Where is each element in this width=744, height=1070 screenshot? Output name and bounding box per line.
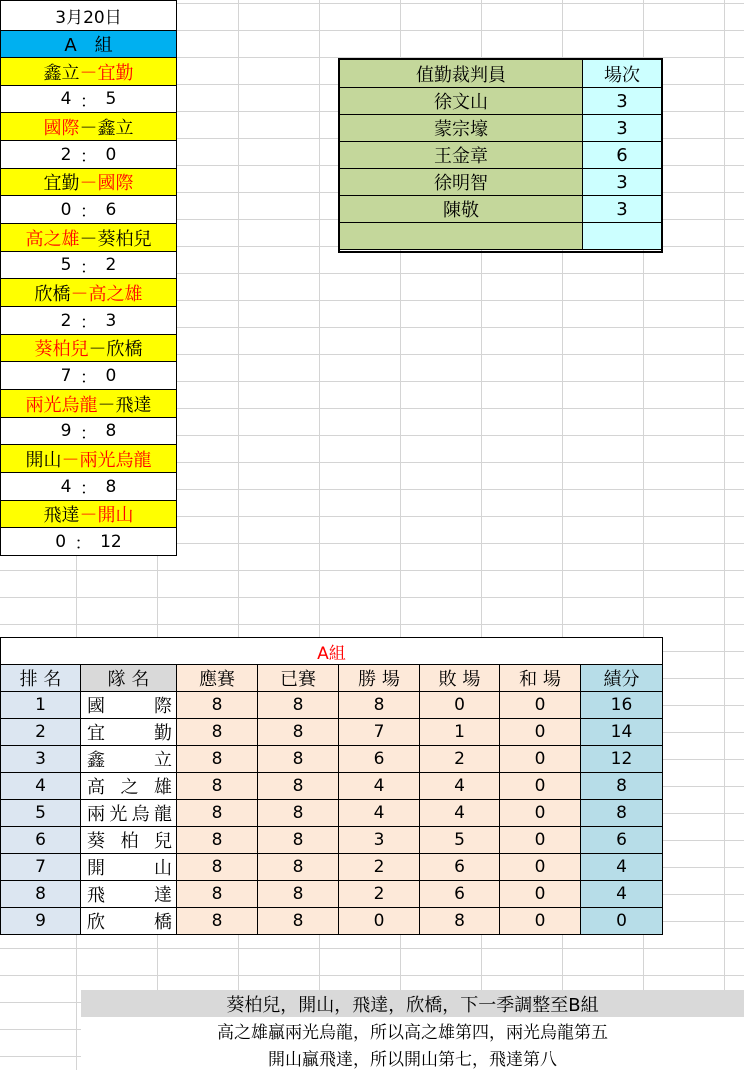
score-separator: ： <box>80 479 97 499</box>
team-name-char: 兩 <box>87 804 105 825</box>
score-left: 7 <box>60 365 72 386</box>
draw-cell[interactable]: 0 <box>500 719 581 746</box>
match-score-row[interactable] <box>0 418 177 445</box>
score-right: 8 <box>105 476 117 497</box>
score-left: 5 <box>60 255 72 275</box>
won-cell[interactable]: 0 <box>339 908 420 935</box>
match-team-left: 欣橋 <box>34 283 71 305</box>
won-cell[interactable]: 2 <box>339 881 420 908</box>
played-cell[interactable]: 8 <box>258 800 339 827</box>
draw-cell[interactable]: 0 <box>500 881 581 908</box>
team-name-char: 兒 <box>154 831 172 852</box>
match-teams-row[interactable] <box>0 335 177 362</box>
match-team-right: 飛達 <box>115 394 152 416</box>
score-right: 2 <box>105 255 117 275</box>
played-cell[interactable]: 8 <box>258 881 339 908</box>
match-team-left: 高之雄 <box>25 228 80 250</box>
match-score-row[interactable] <box>0 86 177 113</box>
match-dash: － <box>70 283 89 305</box>
team-name-char: 際 <box>154 696 172 717</box>
header-rank[interactable]: 排 名 <box>0 665 81 692</box>
score-separator: ： <box>80 91 97 112</box>
match-score-row[interactable] <box>0 252 177 279</box>
rank-cell[interactable]: 2 <box>0 719 81 746</box>
scheduled-cell[interactable]: 8 <box>177 854 258 881</box>
draw-cell[interactable]: 0 <box>500 854 581 881</box>
match-dash: － <box>61 449 80 471</box>
date-cell[interactable]: 3月20日 <box>0 0 177 31</box>
match-team-right: 高之雄 <box>88 283 143 305</box>
match-team-left: 鑫立 <box>43 62 80 84</box>
team-name-char: 柏 <box>120 831 139 852</box>
team-name-char: 山 <box>154 858 172 879</box>
note-line-2[interactable]: 高之雄贏兩光烏龍，所以高之雄第四，兩光烏龍第五 <box>81 1017 744 1044</box>
won-cell[interactable]: 8 <box>339 692 420 719</box>
header-draw[interactable]: 和 場 <box>500 665 581 692</box>
lost-cell[interactable]: 6 <box>420 854 500 881</box>
header-team[interactable]: 隊 名 <box>81 665 177 692</box>
match-teams-row[interactable] <box>0 58 177 86</box>
score-right: 6 <box>105 199 117 220</box>
match-teams-row[interactable] <box>0 390 177 418</box>
draw-cell[interactable]: 0 <box>500 908 581 935</box>
played-cell[interactable]: 8 <box>258 692 339 719</box>
match-team-left: 宜勤 <box>43 173 80 194</box>
lost-cell[interactable]: 4 <box>420 800 500 827</box>
header-won[interactable]: 勝 場 <box>339 665 420 692</box>
match-list <box>0 58 177 556</box>
rank-cell[interactable]: 7 <box>0 854 81 881</box>
match-teams-row[interactable] <box>0 224 177 252</box>
match-team-left: 飛達 <box>43 505 80 526</box>
referee-count-cell[interactable]: 3 <box>583 115 661 142</box>
team-name-char: 龍 <box>153 804 172 825</box>
won-cell[interactable]: 3 <box>339 827 420 854</box>
won-cell[interactable]: 6 <box>339 746 420 773</box>
played-cell[interactable]: 8 <box>258 773 339 800</box>
referee-header-name[interactable]: 值勤裁判員 <box>340 60 583 88</box>
score-left: 9 <box>60 421 72 441</box>
played-cell[interactable]: 8 <box>258 746 339 773</box>
score-separator: ： <box>80 202 97 222</box>
lost-cell[interactable]: 4 <box>420 773 500 800</box>
scheduled-cell[interactable]: 8 <box>177 908 258 935</box>
referee-count-cell[interactable]: 6 <box>583 142 661 169</box>
standings-title[interactable]: A組 <box>0 637 663 665</box>
rank-cell[interactable]: 1 <box>0 692 81 719</box>
score-separator: ： <box>80 313 97 333</box>
points-cell[interactable]: 14 <box>581 719 663 746</box>
note-line-1[interactable]: 葵柏兒，開山，飛達，欣橋，下一季調整至B組 <box>81 990 744 1017</box>
draw-cell[interactable]: 0 <box>500 827 581 854</box>
score-right: 5 <box>105 89 117 109</box>
played-cell[interactable]: 8 <box>258 827 339 854</box>
team-name-char: 達 <box>154 885 172 906</box>
scheduled-cell[interactable]: 8 <box>177 692 258 719</box>
score-left: 2 <box>60 144 72 165</box>
note-line-3[interactable]: 開山贏飛達，所以開山第七，飛達第八 <box>81 1044 744 1070</box>
team-name-char: 開 <box>87 858 105 879</box>
team-cell[interactable] <box>81 800 177 827</box>
scheduled-cell[interactable]: 8 <box>177 827 258 854</box>
team-name-char: 之 <box>120 777 139 798</box>
score-right: 0 <box>105 144 117 165</box>
team-name-char: 雄 <box>154 777 172 798</box>
rank-cell[interactable]: 8 <box>0 881 81 908</box>
match-teams-row[interactable] <box>0 279 177 307</box>
referee-count-cell[interactable]: 3 <box>583 196 661 223</box>
match-team-left: 葵柏兒 <box>34 339 89 360</box>
match-team-right: 欣橋 <box>106 339 143 360</box>
match-score-row[interactable] <box>0 528 177 556</box>
team-cell[interactable] <box>81 719 177 746</box>
scheduled-cell[interactable]: 8 <box>177 746 258 773</box>
match-team-left: 兩光烏龍 <box>25 394 98 416</box>
match-dash: － <box>79 117 98 139</box>
lost-cell[interactable]: 2 <box>420 746 500 773</box>
scheduled-cell[interactable]: 8 <box>177 881 258 908</box>
won-cell[interactable]: 4 <box>339 800 420 827</box>
match-score-row[interactable] <box>0 362 177 390</box>
draw-cell[interactable]: 0 <box>500 692 581 719</box>
referee-count-cell[interactable] <box>583 223 661 250</box>
score-separator: ： <box>80 368 97 388</box>
match-score-row[interactable] <box>0 141 177 169</box>
team-name-char: 勤 <box>154 723 172 744</box>
referee-name-cell[interactable]: 王金章 <box>340 142 583 169</box>
match-team-right: 葵柏兒 <box>97 228 152 250</box>
team-name-char: 立 <box>154 750 172 771</box>
team-name-char: 光 <box>109 804 128 825</box>
lost-cell[interactable]: 6 <box>420 881 500 908</box>
won-cell[interactable]: 7 <box>339 719 420 746</box>
team-name-char: 飛 <box>87 885 105 906</box>
match-dash: － <box>79 505 98 526</box>
won-cell[interactable]: 2 <box>339 854 420 881</box>
points-cell[interactable]: 16 <box>581 692 663 719</box>
rank-cell[interactable]: 5 <box>0 800 81 827</box>
team-cell[interactable] <box>81 881 177 908</box>
team-cell[interactable] <box>81 773 177 800</box>
score-separator: ： <box>80 257 97 278</box>
match-score-row[interactable] <box>0 473 177 501</box>
team-name-char: 宜 <box>87 723 105 744</box>
team-name-char: 鑫 <box>87 750 105 771</box>
points-cell[interactable]: 0 <box>581 908 663 935</box>
lost-cell[interactable]: 0 <box>420 692 500 719</box>
match-dash: － <box>79 173 98 194</box>
team-name-char: 欣 <box>87 912 105 933</box>
match-team-left: 國際 <box>43 117 80 139</box>
draw-cell[interactable]: 0 <box>500 773 581 800</box>
scheduled-cell[interactable]: 8 <box>177 773 258 800</box>
team-cell[interactable] <box>81 827 177 854</box>
referee-count-cell[interactable]: 3 <box>583 88 661 115</box>
referee-name-cell[interactable]: 徐文山 <box>340 88 583 115</box>
match-team-right: 兩光烏龍 <box>79 449 152 471</box>
rank-cell[interactable]: 9 <box>0 908 81 935</box>
match-score-row[interactable] <box>0 196 177 224</box>
score-right: 8 <box>105 421 117 441</box>
draw-cell[interactable]: 0 <box>500 800 581 827</box>
team-name-char: 橋 <box>154 912 172 933</box>
team-name-char: 國 <box>87 696 105 717</box>
header-points[interactable]: 績分 <box>581 665 663 692</box>
referee-name-cell[interactable]: 陳敬 <box>340 196 583 223</box>
team-cell[interactable] <box>81 908 177 935</box>
points-cell[interactable]: 4 <box>581 854 663 881</box>
header-scheduled[interactable]: 應賽 <box>177 665 258 692</box>
score-separator: ： <box>74 534 92 554</box>
match-team-right: 開山 <box>97 505 134 526</box>
scheduled-cell[interactable]: 8 <box>177 719 258 746</box>
won-cell[interactable]: 4 <box>339 773 420 800</box>
score-right: 12 <box>100 531 122 552</box>
rank-cell[interactable]: 4 <box>0 773 81 800</box>
score-separator: ： <box>80 423 97 444</box>
team-name-char: 烏 <box>131 804 150 825</box>
points-cell[interactable]: 12 <box>581 746 663 773</box>
match-dash: － <box>79 228 98 250</box>
scheduled-cell[interactable]: 8 <box>177 800 258 827</box>
team-name-char: 高 <box>87 777 105 798</box>
lost-cell[interactable]: 8 <box>420 908 500 935</box>
score-separator: ： <box>80 147 97 167</box>
score-left: 0 <box>55 531 67 552</box>
match-team-right: 鑫立 <box>97 117 134 139</box>
points-cell[interactable]: 8 <box>581 800 663 827</box>
draw-cell[interactable]: 0 <box>500 746 581 773</box>
match-team-left: 開山 <box>25 449 62 471</box>
team-cell[interactable] <box>81 692 177 719</box>
score-left: 4 <box>60 89 72 109</box>
lost-cell[interactable]: 5 <box>420 827 500 854</box>
team-cell[interactable] <box>81 854 177 881</box>
match-teams-row[interactable] <box>0 169 177 196</box>
referee-table <box>338 58 663 253</box>
referee-count-cell[interactable]: 3 <box>583 169 661 196</box>
team-name-char: 葵 <box>87 831 105 852</box>
match-dash: － <box>88 339 107 360</box>
group-header[interactable]: A 組 <box>0 31 177 58</box>
team-cell[interactable] <box>81 746 177 773</box>
referee-header-count[interactable]: 場次 <box>583 60 661 88</box>
score-left: 4 <box>60 476 72 497</box>
header-played[interactable]: 已賽 <box>258 665 339 692</box>
lost-cell[interactable]: 1 <box>420 719 500 746</box>
played-cell[interactable]: 8 <box>258 908 339 935</box>
match-team-right: 宜勤 <box>97 62 134 84</box>
played-cell[interactable]: 8 <box>258 854 339 881</box>
match-teams-row[interactable] <box>0 113 177 141</box>
referee-name-cell[interactable]: 徐明智 <box>340 169 583 196</box>
points-cell[interactable]: 4 <box>581 881 663 908</box>
score-left: 2 <box>60 310 72 331</box>
match-teams-row[interactable] <box>0 445 177 473</box>
rank-cell[interactable]: 6 <box>0 827 81 854</box>
rank-cell[interactable]: 3 <box>0 746 81 773</box>
points-cell[interactable]: 8 <box>581 773 663 800</box>
referee-name-cell[interactable]: 蒙宗壕 <box>340 115 583 142</box>
match-score-row[interactable] <box>0 307 177 335</box>
standings-table <box>0 637 663 936</box>
score-right: 3 <box>105 310 117 331</box>
score-right: 0 <box>105 365 117 386</box>
match-dash: － <box>97 394 116 416</box>
played-cell[interactable]: 8 <box>258 719 339 746</box>
match-dash: － <box>79 62 98 84</box>
match-team-right: 國際 <box>97 173 134 194</box>
points-cell[interactable]: 6 <box>581 827 663 854</box>
score-left: 0 <box>60 199 72 220</box>
match-teams-row[interactable] <box>0 501 177 528</box>
header-lost[interactable]: 敗 場 <box>420 665 500 692</box>
referee-name-cell[interactable] <box>340 223 583 250</box>
